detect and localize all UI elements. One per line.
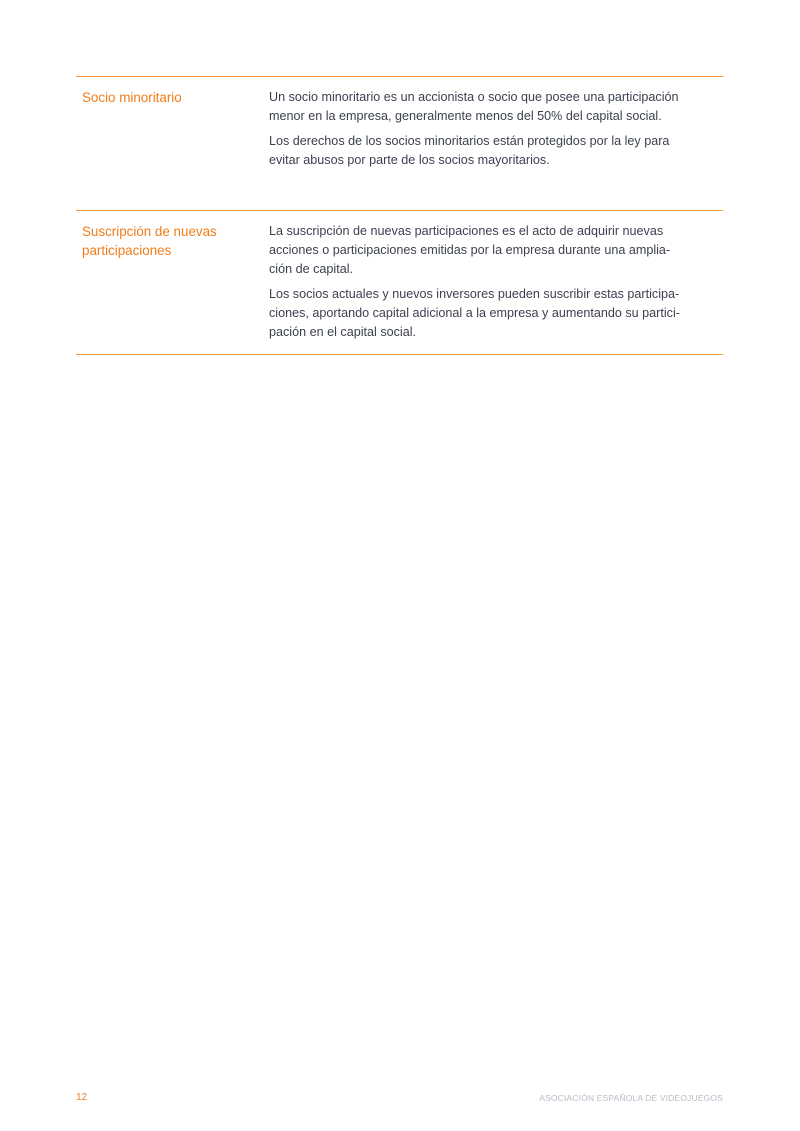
definition-line: evitar abusos por parte de los socios mayoritarios.: [269, 153, 550, 167]
definition-paragraph: [269, 88, 723, 126]
glossary-table: [76, 76, 723, 355]
definition-paragraph: [269, 222, 723, 279]
glossary-definition: [263, 211, 723, 354]
definition-line: Los derechos de los socios minoritarios están protegidos por la ley para: [269, 134, 670, 148]
definition-line: La suscripción de nuevas participaciones es el acto de adquirir nuevas: [269, 224, 664, 238]
definition-line: acciones o participaciones emitidas por la empresa durante una amplia-: [269, 243, 671, 257]
glossary-term: [76, 77, 263, 210]
page-number: 12: [76, 1092, 88, 1103]
footer-organization: ASOCIACIÓN ESPAÑOLA DE VIDEOJUEGOS: [539, 1093, 723, 1103]
term-line: Socio minoritario: [82, 90, 182, 105]
definition-paragraph: [269, 285, 723, 342]
glossary-entry-suscripcion: [76, 210, 723, 355]
glossary-definition: [263, 77, 723, 210]
definition-line: Un socio minoritario es un accionista o socio que posee una participación: [269, 90, 679, 104]
glossary-entry-socio-minoritario: [76, 76, 723, 210]
definition-paragraph: [269, 132, 723, 170]
term-line: participaciones: [82, 243, 172, 258]
glossary-term: [76, 211, 263, 354]
term-line: Suscripción de nuevas: [82, 224, 217, 239]
definition-line: pación en el capital social.: [269, 325, 417, 339]
definition-line: Los socios actuales y nuevos inversores pueden suscribir estas participa-: [269, 287, 680, 301]
definition-line: ción de capital.: [269, 262, 354, 276]
definition-line: menor en la empresa, generalmente menos del 50% del capital social.: [269, 109, 662, 123]
definition-line: ciones, aportando capital adicional a la empresa y aumentando su partici-: [269, 306, 680, 320]
